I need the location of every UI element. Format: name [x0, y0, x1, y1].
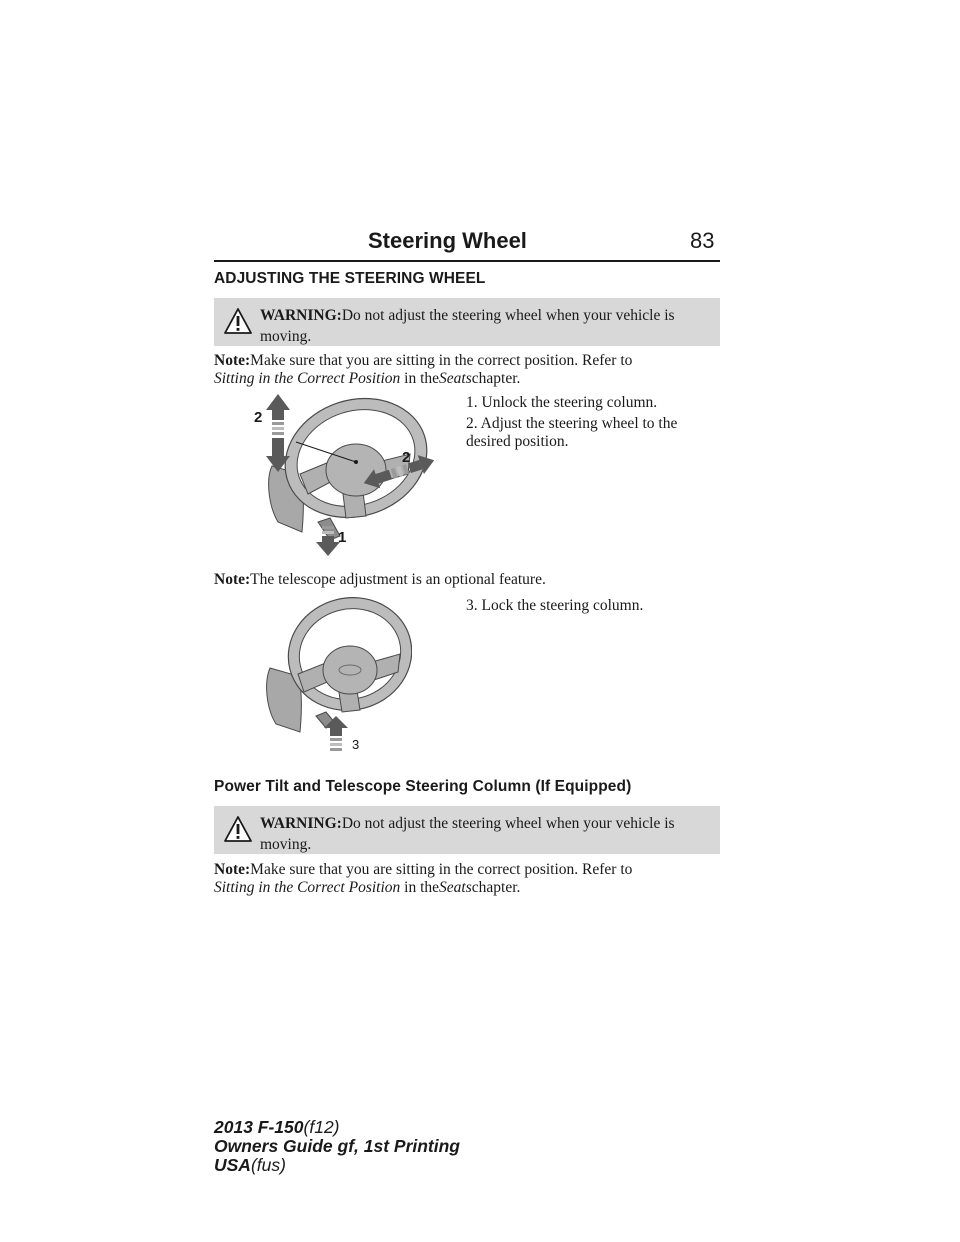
section-heading-adjusting: ADJUSTING THE STEERING WHEEL [214, 270, 486, 287]
svg-text:1: 1 [338, 529, 347, 546]
page-footer: 2013 F-150(f12) Owners Guide gf, 1st Printing USA(fus) [214, 1117, 460, 1175]
svg-text:2: 2 [402, 449, 411, 466]
step-unlock: 1. Unlock the steering column. [466, 394, 658, 411]
page-header-title: Steering Wheel [368, 228, 527, 253]
section-heading-power-tilt: Power Tilt and Telescope Steering Column (If Equipped) [214, 778, 632, 795]
svg-text:2: 2 [254, 409, 263, 426]
page-number: 83 [690, 228, 715, 253]
warning-text: WARNING:Do not adjust the steering wheel when your vehicle is moving. [260, 307, 675, 345]
svg-text:3: 3 [352, 737, 360, 752]
note-correct-position: Note:Make sure that you are sitting in the correct position. Refer to Sitting in the Correct Position in theSeatschapter. [214, 861, 633, 896]
steering-adjust-illustration [238, 390, 450, 558]
note-telescope-optional: Note:The telescope adjustment is an optional feature. [214, 571, 546, 588]
warning-text: WARNING:Do not adjust the steering wheel when your vehicle is moving. [260, 815, 675, 853]
header-rule [214, 260, 720, 262]
steering-lock-illustration [252, 592, 412, 754]
tilt-arrow-icon [266, 394, 290, 472]
note-correct-position: Note:Make sure that you are sitting in the correct position. Refer to Sitting in the Correct Position in theSeatschapter. [214, 352, 633, 387]
warning-box [214, 298, 720, 346]
warning-box [214, 806, 720, 854]
warning-triangle-icon [224, 816, 252, 842]
warning-triangle-icon [224, 308, 252, 334]
step-lock: 3. Lock the steering column. [466, 597, 644, 614]
step-adjust: 2. Adjust the steering wheel to the desired position. [466, 415, 678, 450]
